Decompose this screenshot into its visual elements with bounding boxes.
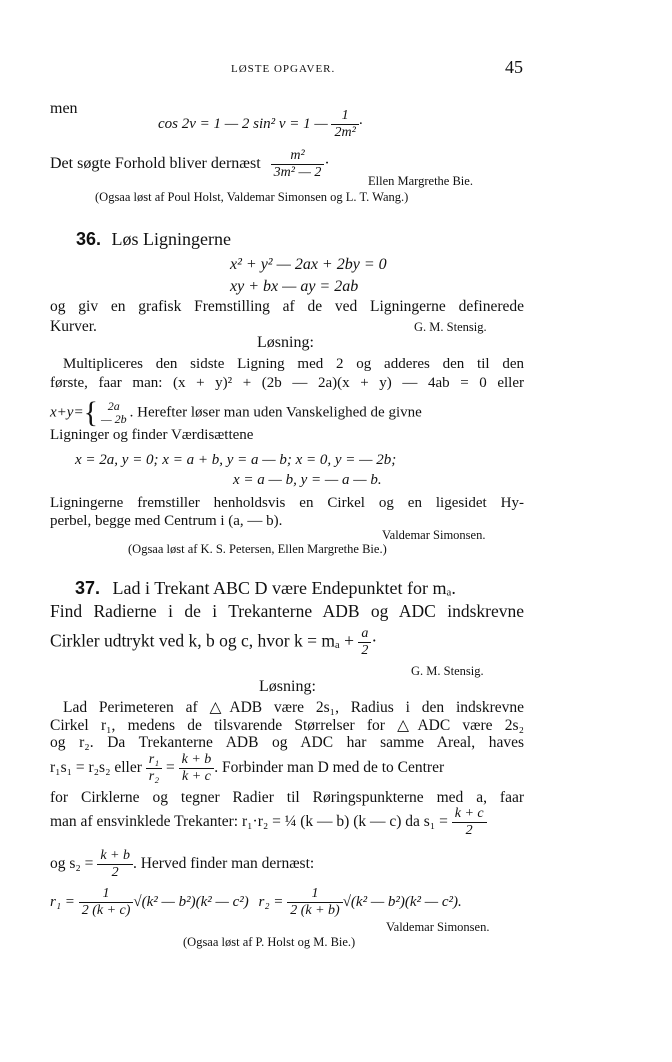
p37-s1: Lad Perimeteren af △ADB være 2s₁, Radius i den indskrevne — [63, 699, 524, 716]
also-solved-37: (Ogsaa løst af P. Holst og M. Bie.) — [183, 935, 356, 949]
problem-37-number: 37. — [75, 578, 101, 598]
signature-simonsen-37: Valdemar Simonsen. — [386, 920, 490, 934]
solution-heading-37: Løsning: — [259, 678, 316, 695]
p36-s4: Ligninger og finder Værdisættene — [50, 427, 254, 443]
running-title: LØSTE OPGAVER. — [231, 63, 336, 75]
also-solved-prev: (Ogsaa løst af Poul Holst, Valdemar Simonsen og L. T. Wang.) — [95, 190, 409, 204]
problem-37-heading — [75, 578, 456, 599]
ratio-line: Det søgte Forhold bliver dernæst $\frac{\text{m²}}{\text{3m² — 2}}$ · — [50, 148, 330, 180]
r1-over-r2: $\frac{\text{r₁}}{\text{r₂}}$ — [146, 752, 162, 785]
equation-1: x² + y² — 2ax + 2by = 0 — [230, 256, 387, 273]
problem-36-number: 36. — [76, 229, 102, 249]
s1-fraction: $\frac{k + c}{2}$ — [452, 806, 487, 839]
p37-s4: r₁s₁ = r₂s₂ eller $\frac{\text{r₁}}{\text{r₂}}$ = $\frac{k + b}{k + c}$ . Forbinder man D med de to Centrer — [50, 752, 445, 784]
signature-simonsen-36: Valdemar Simonsen. — [382, 528, 486, 542]
p36-line2: Kurver. — [50, 318, 97, 335]
page-number: 45 — [505, 57, 523, 77]
proposer-36: G. M. Stensig. — [414, 320, 487, 334]
cos-formula: cos 2v = 1 — 2 sin² v = 1 — $\frac{1}{\text{2m²}}$ · — [158, 108, 363, 140]
result-line-2: x = a — b, y = — a — b. — [233, 472, 382, 488]
cos-formula-lhs: cos 2v = 1 — 2 sin² v = 1 — — [158, 115, 328, 132]
p37-line3: Cirkler udtrykt ved k, b og c, hvor k = mₐ + $\frac{a}{2}$ · — [50, 626, 378, 658]
r2-coefficient: $\frac{1}{2 (k + b)}$ — [287, 886, 343, 919]
radius-formulas: r₁ = $\frac{1}{2 (k + c)}$ √(k² — b²)(k² — c²) r₂ = $\frac{1}{2 (k + b)}$ √(k² — b²)(k² — c²). — [50, 886, 462, 918]
r1-coefficient: $\frac{1}{2 (k + c)}$ — [79, 886, 134, 919]
p37-s3: og r₂. Da Trekanterne ADB og ADC har samme Areal, haves — [50, 734, 524, 751]
problem-36-title: Løs Ligningerne — [111, 229, 232, 249]
men-word: men — [50, 100, 78, 117]
a-over-2: $\frac{a}{2}$ — [358, 626, 371, 659]
equation-2: xy + bx — ay = 2ab — [230, 278, 359, 295]
p36-line1: og giv en grafisk Fremstilling af de ved Ligningerne definerede — [50, 298, 524, 315]
p36-s2: første, faar man: (x + y)² + (2b — 2a)(x + y) — 4ab = 0 eller — [50, 375, 524, 391]
problem-37-line1: Lad i Trekant ABC D være Endepunktet for mₐ. — [112, 578, 456, 598]
p36-s1: Multipliceres den sidste Ligning med 2 og adderes den til den — [63, 356, 524, 372]
p36-s3: x+y={ 2a — 2b . Herefter løser man uden Vanskelighed de givne — [50, 396, 422, 429]
ratio-fraction: $\frac{\text{m²}}{\text{3m² — 2}}$ — [271, 148, 325, 181]
p36-s6: perbel, begge med Centrum i (a, — b). — [50, 513, 283, 529]
p36-s5: Ligningerne fremstiller henholdsvis en Cirkel og en ligesidet Hy- — [50, 495, 524, 511]
ratio-text: Det søgte Forhold bliver dernæst — [50, 155, 261, 173]
p37-s6: man af ensvinklede Trekanter: r₁·r₂ = ¼ (k — b) (k — c) da s₁ = $\frac{k + c}{2}$ — [50, 806, 487, 839]
result-line-1: x = 2a, y = 0; x = a + b, y = a — b; x = 0, y = — 2b; — [75, 452, 397, 468]
signature-bie: Ellen Margrethe Bie. — [368, 174, 473, 188]
problem-36-heading — [76, 229, 231, 250]
kb-over-kc: $\frac{k + b}{k + c}$ — [179, 752, 215, 785]
proposer-37: G. M. Stensig. — [411, 664, 484, 678]
solution-heading-36: Løsning: — [257, 334, 314, 351]
cos-fraction: $\frac{1}{\text{2m²}}$ — [331, 108, 358, 141]
also-solved-36: (Ogsaa løst af K. S. Petersen, Ellen Margrethe Bie.) — [128, 542, 387, 556]
p37-line2: Find Radierne i de i Trekanterne ADB og ADC indskrevne — [50, 601, 524, 621]
p37-s2: Cirkel r₁, medens de tilsvarende Størrelser for △ADC være 2s₂ — [50, 717, 524, 734]
p37-s5: for Cirklerne og tegner Radier til Røringspunkterne med a, faar — [50, 789, 524, 806]
p37-s7: og s₂ = $\frac{k + b}{2}$ . Herved finder man dernæst: — [50, 848, 315, 880]
brace-values: 2a — 2b — [100, 399, 127, 426]
s2-fraction: $\frac{k + b}{2}$ — [97, 848, 133, 881]
